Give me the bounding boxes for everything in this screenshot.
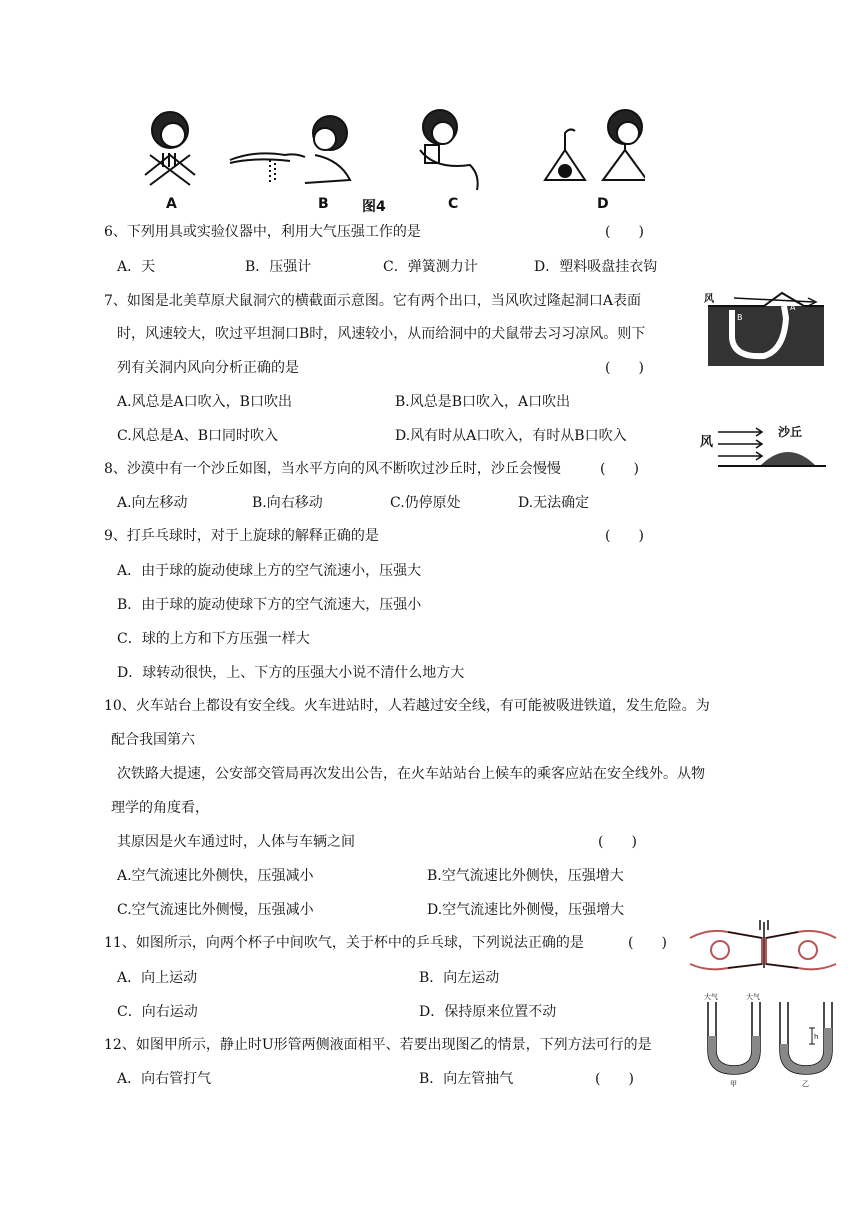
q8-answer-blank[interactable]: ( ) [600, 461, 639, 477]
q6-option-a[interactable]: A．天 [117, 259, 156, 275]
q7-option-b[interactable]: B.风总是B口吹入，A口吹出 [395, 394, 571, 410]
u-tube-figure [700, 990, 840, 1090]
cups-drawing [688, 918, 838, 974]
fig4-label-c: C [448, 196, 459, 212]
q10-stem-line-2: 配合我国第六 [111, 732, 195, 748]
q9-option-d[interactable]: D．球转动很快，上、下方的压强大小说不清什么地方大 [117, 665, 465, 681]
q11-option-d[interactable]: D．保持原来位置不动 [419, 1004, 557, 1020]
q9-stem: 9、打乒乓球时，对于上旋球的解释正确的是 [104, 528, 379, 544]
q10-option-d[interactable]: D.空气流速比外侧慢，压强增大 [427, 902, 625, 918]
q10-stem-line-5: 其原因是火车通过时，人体与车辆之间 [117, 834, 355, 850]
q12-stem: 12、如图甲所示，静止时U形管两侧液面相平、若要出现图乙的情景，下列方法可行的是 [104, 1037, 652, 1053]
q7-stem-line-1: 7、如图是北美草原犬鼠洞穴的横截面示意图。它有两个出口，当风吹过隆起洞口A表面 [104, 293, 642, 309]
q6-stem: 6、下列用具或实验仪器中，利用大气压强工作的是 [104, 224, 421, 240]
dune-drawing [698, 418, 828, 470]
q11-option-a[interactable]: A．向上运动 [117, 970, 198, 986]
cups-figure [688, 918, 838, 974]
fig4-c-drawing [420, 110, 478, 190]
burrow-wind-label: 风 [704, 294, 714, 305]
q6-option-c[interactable]: C．弹簧测力计 [383, 259, 478, 275]
q6-answer-blank[interactable]: ( ) [605, 224, 644, 240]
fig4-a-drawing [145, 112, 195, 185]
q8-stem: 8、沙漠中有一个沙丘如图，当水平方向的风不断吹过沙丘时，沙丘会慢慢 [104, 461, 561, 477]
fig4-d-drawing [545, 110, 645, 180]
fig4-label-a: A [166, 196, 177, 212]
q8-option-c[interactable]: C.仍停原处 [390, 495, 461, 511]
burrow-figure [704, 288, 828, 368]
q11-option-c[interactable]: C．向右运动 [117, 1004, 198, 1020]
dune-figure [698, 418, 828, 470]
burrow-drawing [704, 288, 828, 368]
q7-option-d[interactable]: D.风有时从A口吹入，有时从B口吹入 [395, 428, 627, 444]
dune-wind-label: 风 [700, 435, 714, 450]
q9-option-c[interactable]: C．球的上方和下方压强一样大 [117, 631, 310, 647]
q12-answer-blank[interactable]: ( ) [595, 1071, 634, 1087]
q11-stem: 11、如图所示，向两个杯子中间吹气，关于杯中的乒乓球，下列说法正确的是 [104, 935, 584, 951]
q7-stem-line-3: 列有关洞内风向分析正确的是 [117, 360, 299, 376]
q10-option-a[interactable]: A.空气流速比外侧快，压强减小 [117, 868, 314, 884]
q11-option-b[interactable]: B．向左运动 [419, 970, 500, 986]
q10-stem-line-4: 理学的角度看， [111, 800, 209, 816]
burrow-label-b: B [737, 313, 743, 322]
u-tube-jia-label: 甲 [730, 1080, 737, 1088]
fig4-label-d: D [597, 196, 609, 212]
u-tube-drawing [700, 990, 840, 1090]
q10-answer-blank[interactable]: ( ) [598, 834, 637, 850]
q10-stem-line-3: 次铁路大提速，公安部交管局再次发出公告，在火车站站台上候车的乘客应站在安全线外。从物 [117, 766, 705, 782]
q7-option-a[interactable]: A.风总是A口吹入，B口吹出 [117, 394, 292, 410]
q8-option-d[interactable]: D.无法确定 [518, 495, 590, 511]
dune-label: 沙丘 [778, 425, 803, 439]
q10-stem-line-1: 10、火车站台上都设有安全线。火车进站时，人若越过安全线，有可能被吸进铁道，发生危险。为 [104, 698, 710, 714]
q7-stem-line-2: 时，风速较大，吹过平坦洞口B时，风速较小，从而给洞中的犬鼠带去习习凉风。则下 [117, 326, 646, 342]
q10-option-b[interactable]: B.空气流速比外侧快，压强增大 [427, 868, 624, 884]
u-tube-air-left: 大气 [704, 993, 718, 1001]
q12-option-b[interactable]: B．向左管抽气 [419, 1071, 514, 1087]
q9-option-a[interactable]: A．由于球的旋动使球上方的空气流速小，压强大 [117, 563, 422, 579]
q7-option-c[interactable]: C.风总是A、B口同时吹入 [117, 428, 279, 444]
u-tube-h-label: h [814, 1033, 819, 1041]
q9-option-b[interactable]: B．由于球的旋动使球下方的空气流速大，压强小 [117, 597, 422, 613]
q6-option-d[interactable]: D．塑料吸盘挂衣钩 [534, 259, 658, 275]
fig4-label-b: B [318, 196, 329, 212]
q11-answer-blank[interactable]: ( ) [628, 935, 667, 951]
q10-option-c[interactable]: C.空气流速比外侧慢，压强减小 [117, 902, 314, 918]
u-tube-yi-label: 乙 [802, 1080, 809, 1088]
u-tube-air-right: 大气 [746, 993, 760, 1001]
fig4-caption: 图4 [362, 199, 386, 215]
burrow-label-a: A [790, 303, 796, 312]
q8-option-b[interactable]: B.向右移动 [252, 495, 323, 511]
q12-option-a[interactable]: A．向右管打气 [117, 1071, 212, 1087]
q6-option-b[interactable]: B．压强计 [245, 259, 312, 275]
q9-answer-blank[interactable]: ( ) [605, 528, 644, 544]
q8-option-a[interactable]: A.向左移动 [117, 495, 188, 511]
q7-answer-blank[interactable]: ( ) [605, 360, 644, 376]
fig4-b-drawing [230, 116, 350, 185]
